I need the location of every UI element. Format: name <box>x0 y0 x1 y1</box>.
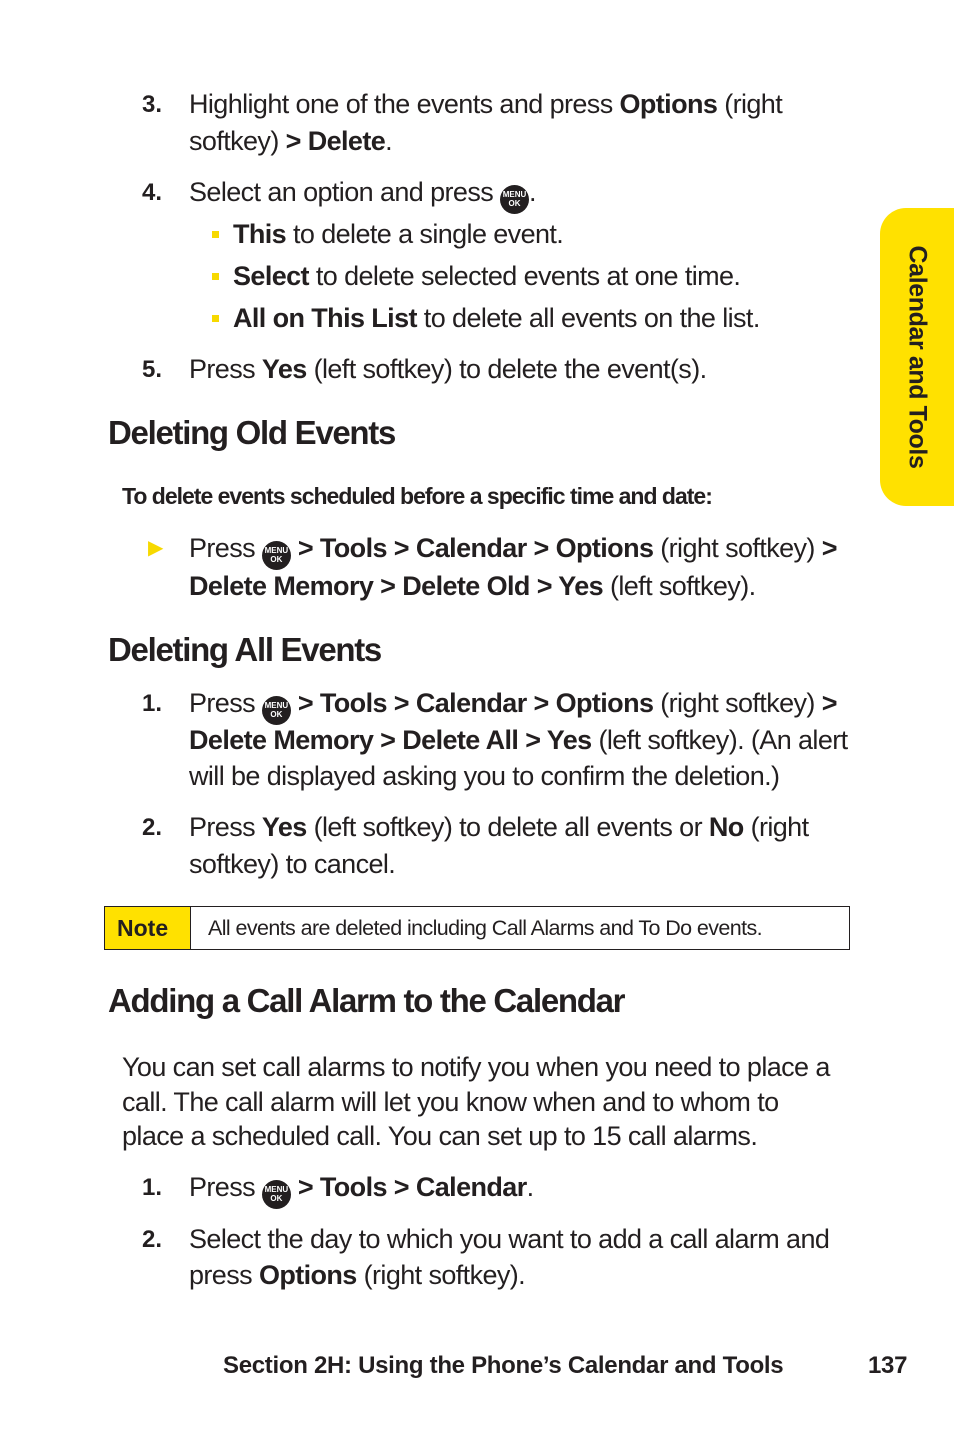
step-number: 4. <box>142 179 163 206</box>
delete-label: Delete <box>307 126 386 156</box>
step-text: softkey) <box>189 126 286 156</box>
note-box <box>104 906 850 950</box>
paragraph-line: place a scheduled call. You can set up to 15 call alarms. <box>122 1121 758 1151</box>
step-number: 3. <box>142 91 163 118</box>
step-4-text <box>189 174 536 214</box>
step-text: Highlight one of the events and press <box>189 89 620 119</box>
bullet-item: Select to delete selected events at one time. <box>212 258 740 295</box>
note-label: Note <box>105 907 191 949</box>
heading-deleting-all-events: Deleting All Events <box>108 631 381 668</box>
bullet-item: This to delete a single event. <box>212 216 563 253</box>
step-3-text-line2 <box>189 123 392 160</box>
bullet-square-icon <box>212 273 219 280</box>
step-text: (right <box>717 89 783 119</box>
all-events-path-line1: Press MENU OK > Tools > Calendar > Options (right softkey) > <box>189 685 837 725</box>
all-events-line3: will be displayed asking you to confirm the deletion.) <box>189 761 780 791</box>
menu-ok-icon: MENU OK <box>500 185 529 214</box>
call-alarm-step2-line2: press Options (right softkey). <box>189 1260 526 1290</box>
step-text: . <box>529 177 536 207</box>
step-3-text <box>189 86 849 123</box>
call-alarm-step1: Press MENU OK > Tools > Calendar. <box>189 1169 534 1209</box>
step-text: Select an option and press <box>189 177 501 207</box>
note-text: All events are deleted including Call Alarms and To Do events. <box>208 916 762 940</box>
footer-section-title: Section 2H: Using the Phone’s Calendar and Tools <box>223 1352 784 1379</box>
paragraph-line: call. The call alarm will let you know when and to whom to <box>122 1087 779 1117</box>
heading-deleting-old-events: Deleting Old Events <box>108 414 396 451</box>
all-events-step2-line2: softkey) to cancel. <box>189 849 396 879</box>
subheading: To delete events scheduled before a specific time and date: <box>122 483 712 509</box>
step-number: 1. <box>142 1174 163 1201</box>
step-number: 2. <box>142 814 163 841</box>
arrow: > <box>285 126 301 156</box>
all-events-step2-line1: Press Yes (left softkey) to delete all events or No (right <box>189 812 809 842</box>
menu-ok-icon: MENU OK <box>262 541 291 570</box>
step-text: . <box>385 126 393 156</box>
bullet-item: All on This List to delete all events on the list. <box>212 300 760 337</box>
old-events-path-line1: Press MENU OK > Tools > Calendar > Options (right softkey) > <box>189 530 837 570</box>
bullet-square-icon <box>212 315 219 322</box>
menu-ok-icon: MENU OK <box>262 1180 291 1209</box>
triangle-bullet-icon: ▶ <box>148 537 164 559</box>
page-number: 137 <box>868 1352 908 1379</box>
call-alarm-step2-line1: Select the day to which you want to add a call alarm and <box>189 1224 830 1254</box>
all-events-path-line2: Delete Memory > Delete All > Yes (left softkey). (An alert <box>189 725 848 755</box>
section-tab-label: Calendar and Tools <box>903 245 932 469</box>
options-label: Options <box>619 89 718 119</box>
paragraph-line: You can set call alarms to notify you when you need to place a <box>122 1052 830 1082</box>
step-number: 2. <box>142 1226 163 1253</box>
bullet-square-icon <box>212 231 219 238</box>
step-number: 1. <box>142 690 163 717</box>
menu-ok-icon: MENU OK <box>262 696 291 725</box>
heading-adding-call-alarm: Adding a Call Alarm to the Calendar <box>108 982 625 1019</box>
step-number: 5. <box>142 356 163 383</box>
old-events-path-line2: Delete Memory > Delete Old > Yes (left softkey). <box>189 571 756 601</box>
step-5-text: Press Yes (left softkey) to delete the event(s). <box>189 354 707 384</box>
